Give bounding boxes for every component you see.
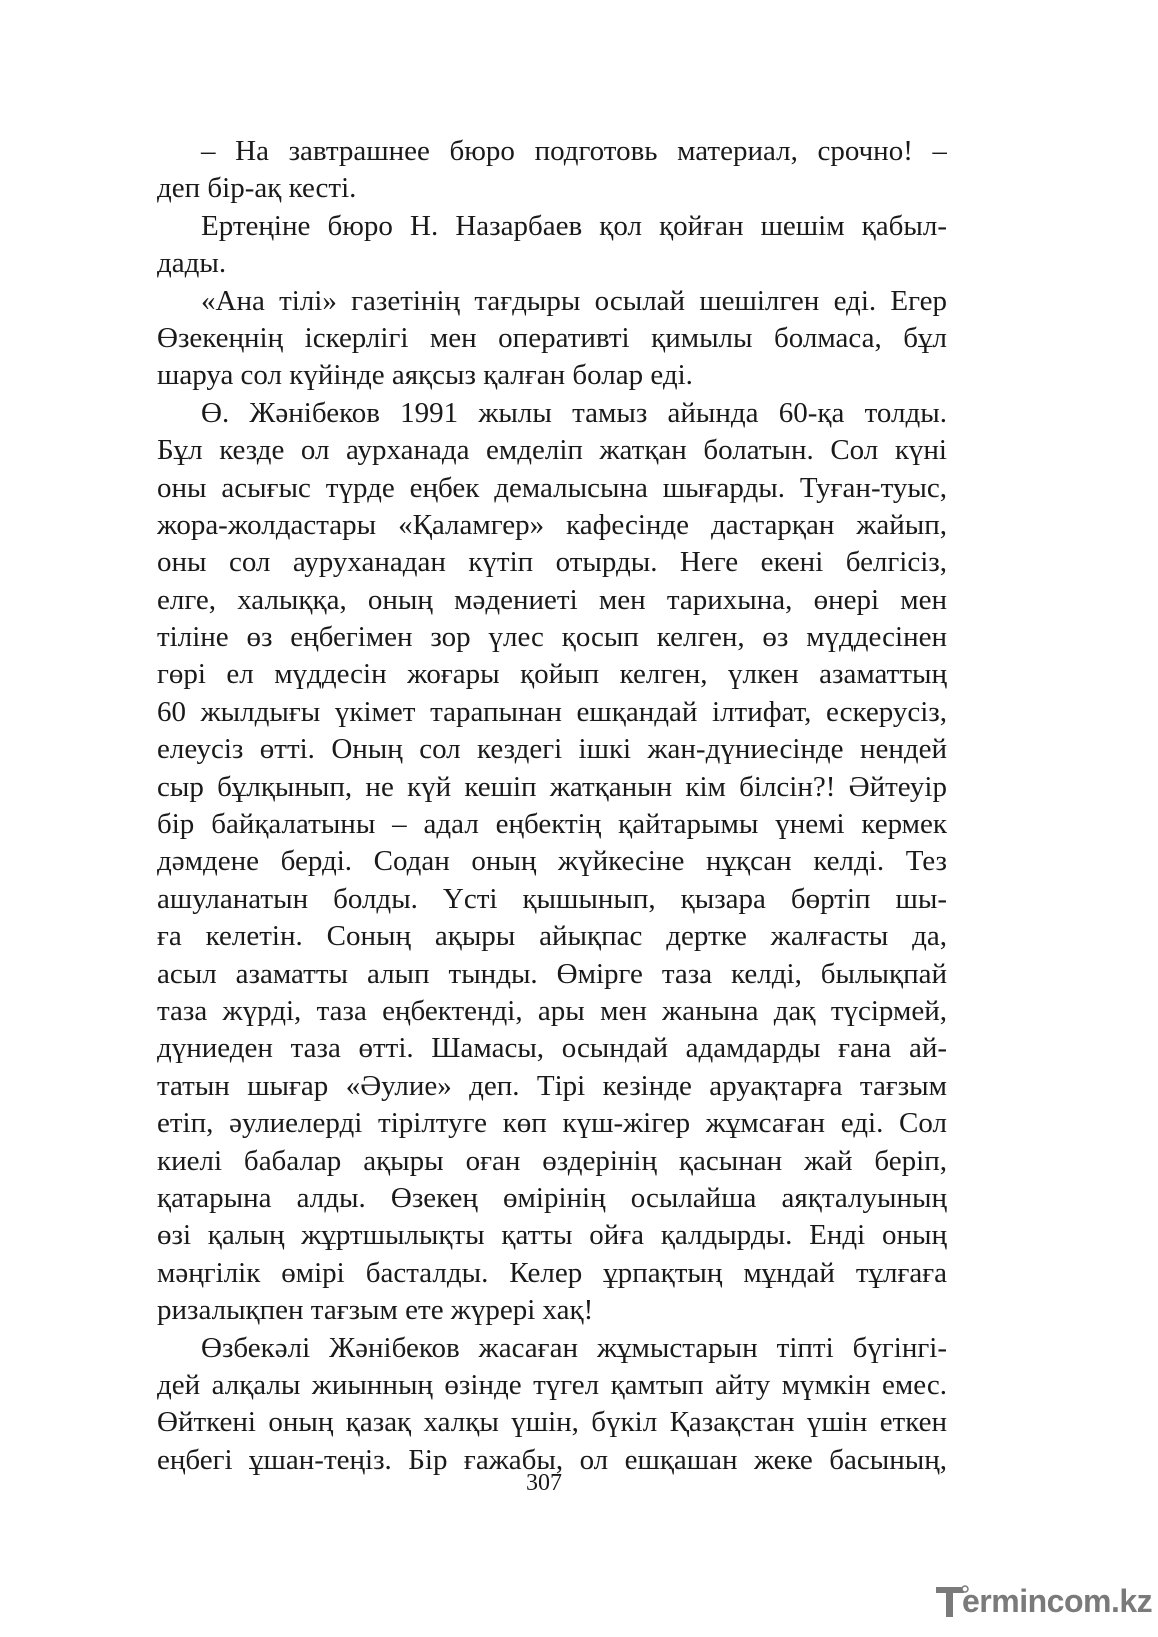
- text-line: еңбегі ұшан-теңіз. Бір ғажабы, ол ешқашан жеке басының,: [157, 1443, 947, 1476]
- text-line: елеусіз өтті. Оның сол кездегі ішкі жан-дүниесінде нендей: [157, 733, 947, 766]
- text-line: Өйткені оның қазақ халқы үшін, бүкіл Қазақстан үшін еткен: [157, 1406, 947, 1439]
- text-line: сыр бұлқынып, не күй кешіп жатқанын кім білсін?! Әйтеуір: [157, 770, 947, 803]
- text-line: дады.: [157, 247, 227, 280]
- text-line: бір байқалатыны – адал еңбектің қайтарымы үнемі кермек: [157, 808, 947, 841]
- text-line: татын шығар «Әулие» деп. Тірі кезінде аруақтарға тағзым: [157, 1069, 947, 1102]
- page-body: [157, 133, 947, 1479]
- text-line: елге, халыққа, оның мәдениеті мен тарихына, өнері мен: [157, 583, 947, 616]
- text-line: гөрі ел мүддесін жоғары қойып келген, үлкен азаматтың: [157, 658, 947, 691]
- text-line: жора-жолдастары «Қаламгер» кафесінде дастарқан жайып,: [157, 508, 947, 541]
- text-line: дүниеден таза өтті. Шамасы, осындай адамдарды ғана ай-: [157, 1032, 947, 1065]
- text-line: Бұл кезде ол аурханада емделіп жатқан болатын. Сол күні: [157, 434, 947, 467]
- text-line: «Ана тілі» газетінің тағдыры осылай шешілген еді. Егер: [201, 284, 947, 317]
- text-line: дәмдене берді. Содан оның жүйкесіне нұқсан келді. Тез: [157, 845, 947, 878]
- text-line: қатарына алды. Өзекең өмірінің осылайша аяқталуының: [157, 1181, 947, 1214]
- text-line: ға келетін. Соның ақыры айықпас дертке жалғасты да,: [157, 920, 947, 953]
- text-line: киелі бабалар ақыры оған өздерінің қасынан жай беріп,: [157, 1144, 947, 1177]
- text-line: шаруа сол күйінде аяқсыз қалған болар еді.: [157, 359, 693, 392]
- text-line: мәңгілік өмірі басталды. Келер ұрпақтың мұндай тұлғаға: [157, 1256, 947, 1289]
- text-line: ризалықпен тағзым ете жүрері хақ!: [157, 1294, 594, 1327]
- text-line: Өзекеңнің іскерлігі мен оперативті қимылы болмаса, бұл: [157, 321, 947, 354]
- termincom-watermark: [932, 1581, 1153, 1621]
- watermark-text: ermincom.kz: [962, 1583, 1153, 1619]
- text-line: ашуланатын болды. Үсті қышынып, қызара бөртіп шы-: [157, 882, 947, 915]
- text-line: өзі қалың жұртшылықты қатты ойға қалдырды. Енді оның: [157, 1219, 947, 1252]
- text-line: Өзбекәлі Жәнібеков жасаған жұмыстарын тіпті бүгінгі-: [201, 1331, 947, 1364]
- text-line: оны асығыс түрде еңбек демалысына шығарды. Туған-туыс,: [157, 471, 947, 504]
- page-number: 307: [526, 1470, 562, 1496]
- text-line: деп бір-ақ кесті.: [157, 172, 357, 205]
- text-line: дей алқалы жиынның өзінде түгел қамтып айту мүмкін емес.: [157, 1368, 947, 1401]
- text-line: таза жүрді, таза еңбектенді, ары мен жанына дақ түсірмей,: [157, 994, 947, 1027]
- text-line: оны сол ауруханадан күтіп отырды. Неге екені белгісіз,: [157, 546, 947, 579]
- text-line: асыл азаматты алып тынды. Өмірге таза келді, былықпай: [157, 957, 947, 990]
- text-line: – На завтрашнее бюро подготовь материал, срочно! –: [201, 135, 947, 167]
- text-line: 60 жылдығы үкімет тарапынан ешқандай ілтифат, ескерусіз,: [157, 695, 947, 728]
- text-line: тіліне өз еңбегімен зор үлес қосып келген, өз мүддесінен: [157, 621, 947, 654]
- text-line: етіп, әулиелерді тірілтуге көп күш-жігер жұмсаған еді. Сол: [157, 1107, 947, 1140]
- text-line: Ө. Жәнібеков 1991 жылы тамыз айында 60-қа толды.: [201, 396, 947, 429]
- text-line: Ертеңіне бюро Н. Назарбаев қол қойған шешім қабыл-: [201, 209, 947, 242]
